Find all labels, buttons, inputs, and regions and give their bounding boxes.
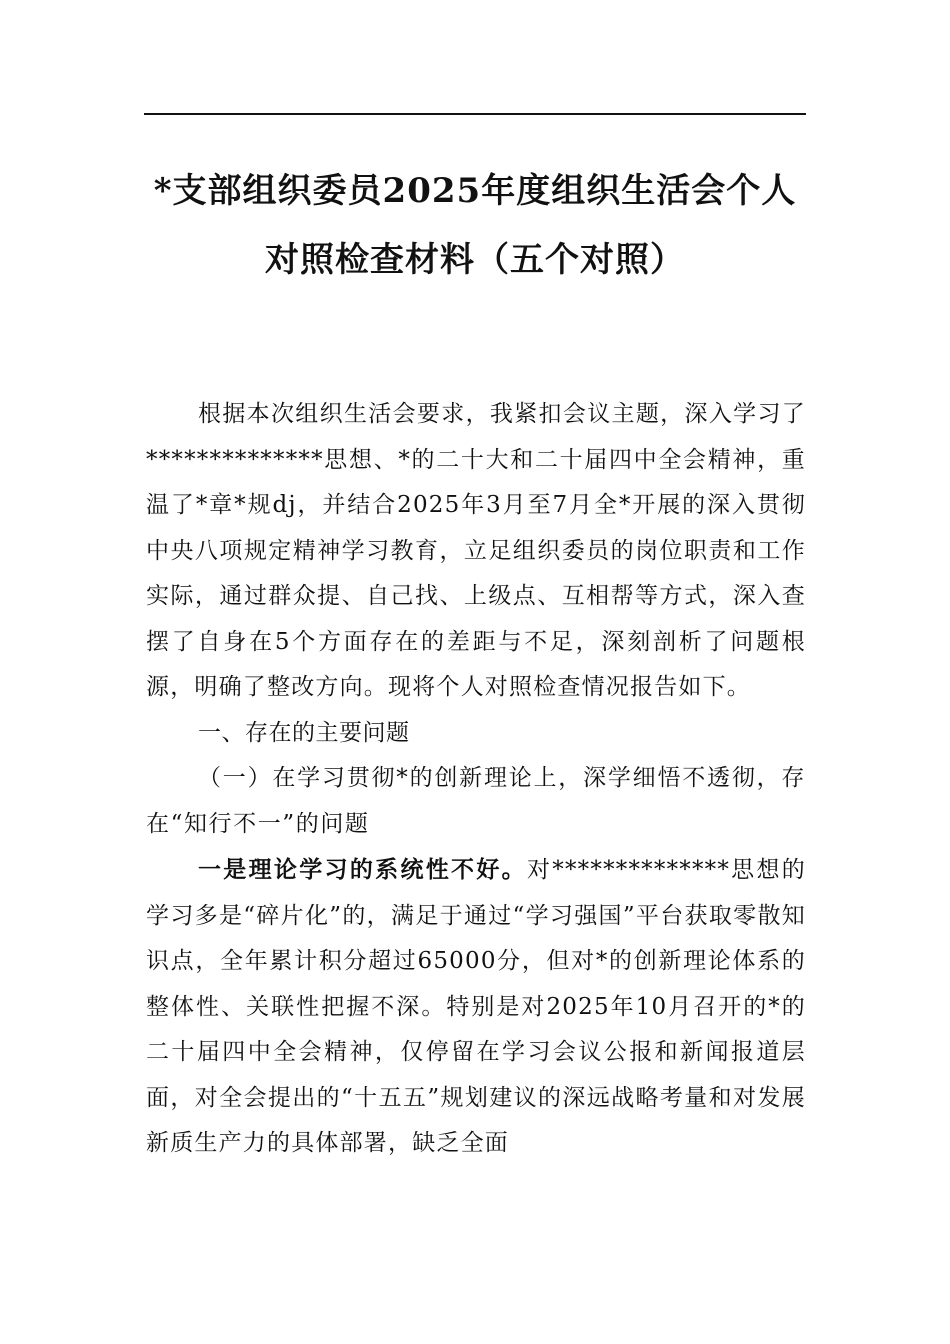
point-lead: 一是理论学习的系统性不好。 xyxy=(198,856,527,883)
intro-paragraph: 根据本次组织生活会要求，我紧扣会议主题，深入学习了**************思想、*的二十大和二十届四中全会精神，重温了*章*规dj，并结合2025年3月至7月全*开展的深入贯彻中央八项规定精神学习教育，立足组织委员的岗位职责和工作实际，通过群众提、自己找、上级点、互相帮等方式，深入查摆了自身在5个方面存在的差距与不足，深刻剖析了问题根源，明确了整改方向。现将个人对照检查情况报告如下。 xyxy=(146,401,806,700)
document-title-line-2: 对照检查材料（五个对照） xyxy=(265,240,685,280)
subsection-heading: （一）在学习贯彻*的创新理论上，深学细悟不透彻，存在“知行不一”的问题 xyxy=(146,765,806,837)
section-heading: 一、存在的主要问题 xyxy=(198,719,410,746)
point-text: 对**************思想的学习多是“碎片化”的，满足于通过“学习强国”平台获取零散知识点，全年累计积分超过65000分，但对*的创新理论体系的整体性、关联性把握不深。特别是对2025年10月召开的*的二十届四中全会精神，仅停留在学习会议公报和新闻报道层面，对全会提出的“十五五”规划建议的深远战略考量和对发展新质生产力的具体部署，缺乏全面 xyxy=(146,857,806,1156)
point-paragraph xyxy=(146,847,806,1167)
document-title-line-1: *支部组织委员2025年度组织生活会个人 xyxy=(153,171,797,211)
document-body xyxy=(146,392,806,1167)
header-rule xyxy=(144,113,806,115)
